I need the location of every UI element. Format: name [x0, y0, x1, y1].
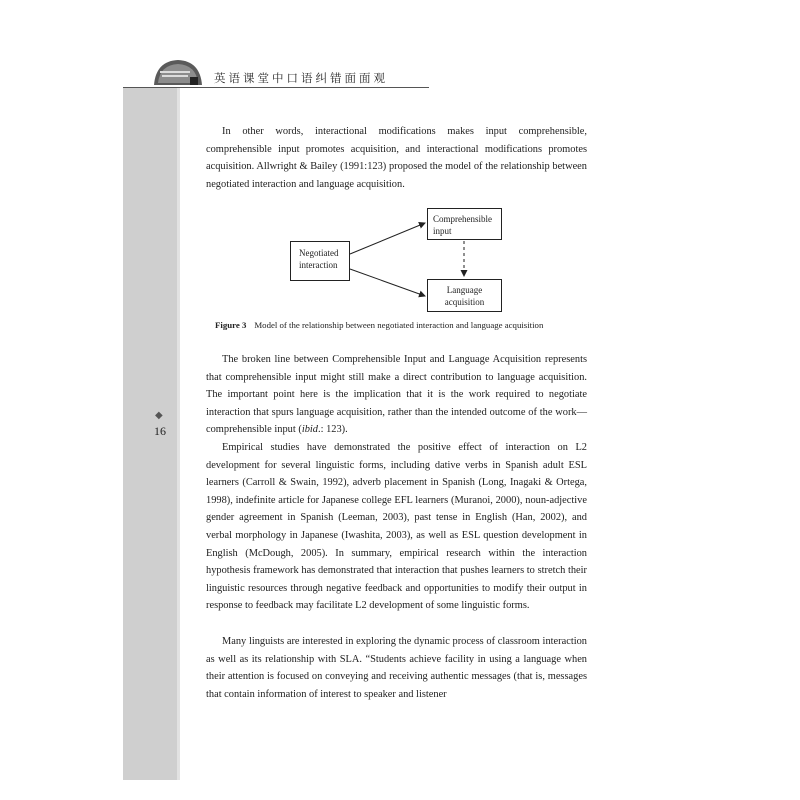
node-negotiated-interaction: Negotiated interaction: [290, 241, 350, 281]
paragraph-1: In other words, interactional modifications makes input comprehensible, comprehensible input promotes acquisition, and interactional modifications promotes acquisition. Allwright & Bailey (1991:123) proposed the model of the relationship between negotiated interaction and language acquisition.: [206, 126, 587, 190]
figure-caption: [215, 320, 543, 330]
margin-band: [123, 88, 177, 780]
arrow-to-comprehensible-input: [350, 223, 425, 254]
node-comprehensible-input: Comprehensible input: [427, 208, 502, 240]
margin-band-edge: [177, 88, 180, 780]
paragraph-4: Many linguists are interested in exploring the dynamic process of classroom interaction as well as its relationship with SLA. “Students achieve facility in using a language when their attention is focused on conveying and receiving authentic messages (that is, messages that contain information of interest to speaker and listener: [206, 636, 587, 700]
arrow-to-language-acquisition: [350, 269, 425, 296]
ibid-italic: ibid: [301, 424, 318, 436]
figure-caption-text: Model of the relationship between negotiated interaction and language acquisition: [254, 320, 544, 330]
node-language-acquisition: Language acquisition: [427, 279, 502, 312]
paragraph-2: The broken line between Comprehensible Input and Language Acquisition represents that comprehensible input might still make a direct contribution to language acquisition. The important point here is the implication that it is the work required to negotiate interaction that spurs language acquisition, rather than the intended outcome of the work—comprehensible input (ibid.: 123).: [206, 354, 587, 436]
page-marker-icon: ◆: [155, 410, 163, 421]
running-head: 英语课堂中口语纠错面面观: [214, 71, 388, 85]
figure-label: Figure 3: [215, 320, 247, 330]
page-number: 16: [154, 424, 166, 438]
publisher-logo: [150, 57, 206, 87]
figure-3-diagram: [288, 206, 504, 314]
header-rule: [123, 87, 429, 88]
paragraph-3: Empirical studies have demonstrated the positive effect of interaction on L2 development for several linguistic forms, including dative verbs in Spanish adult ESL learners (Carroll & Swain, 1992), adverb placement in Spanish (Long, Inagaki & Ortega, 1998), indefinite article for Japanese college EFL learners (Muranoi, 2000), noun-adjective gender agreement in Spanish (Leeman, 2003), past tense in English (Han, 2002), and verbal morphology in Japanese (Iwashita, 2003), as well as ESL question development in English (McDough, 2005). In summary, empirical research within the interaction hypothesis framework has demonstrated that interaction that pushes learners to stretch their linguistic resources through negative feedback and opportunities to modify their output in response to feedback may facilitate L2 development of some linguistic forms.: [206, 442, 587, 612]
